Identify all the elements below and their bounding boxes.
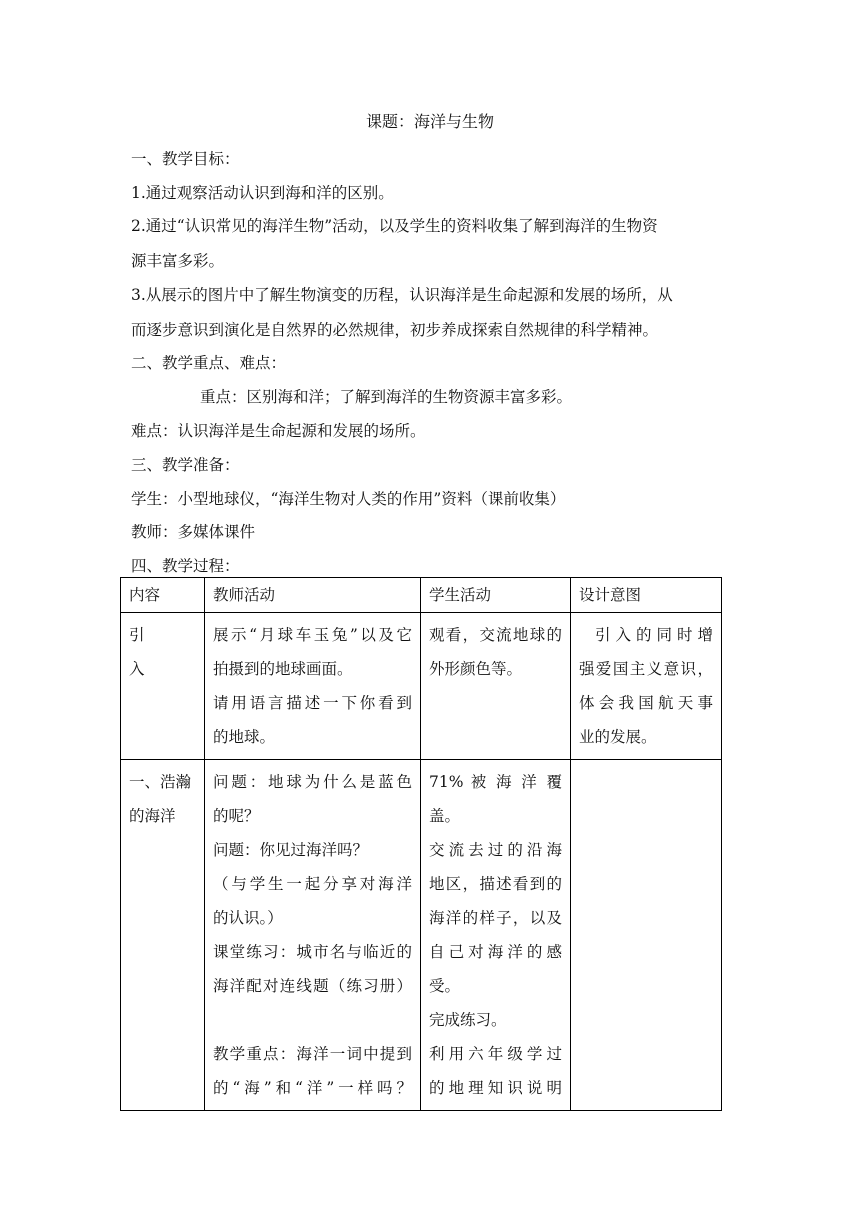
ocean-student-line: 利用六年级学过 [429,1045,562,1063]
ocean-student-line: 海洋的样子，以及 [429,909,562,927]
ocean-teacher-line: 的呢？ [213,807,260,825]
header-teacher-activity: 教师活动 [205,578,421,613]
intro-student-cell [421,613,571,760]
intro-teacher-line: 展示“月球车玉兔”以及它 [213,626,412,644]
ocean-teacher-line: 的“海”和“洋”一样吗？ [213,1079,412,1097]
intro-teacher-cell [205,613,421,760]
intro-student-line: 外形颜色等。 [429,660,523,678]
ocean-content-line: 的海洋 [129,807,176,825]
goal-1: 1.通过观察活动认识到海和洋的区别。 [131,184,394,202]
header-design-intent: 设计意图 [571,578,722,613]
ocean-student-line: 71% 被 海 洋 覆 [429,773,562,791]
intro-content-line: 引 [129,626,145,644]
ocean-student-line: 自己对海洋的感 [429,943,562,961]
intro-teacher-line: 请用语言描述一下你看到 [213,694,412,712]
ocean-student-line: 盖。 [429,807,461,825]
intro-intent-line: 业的发展。 [579,728,657,746]
goal-3-line-2: 而逐步意识到演化是自然界的必然规律，初步养成探索自然规律的科学精神。 [131,321,659,339]
goals-heading: 一、教学目标： [131,150,240,168]
ocean-teacher-line: 的认识。） [213,909,283,927]
table-row-ocean [121,760,722,1111]
ocean-teacher-line: 问题：你见过海洋吗？ [213,841,369,859]
intro-teacher-line: 拍摄到的地球画面。 [213,660,353,678]
prep-heading: 三、教学准备： [131,456,240,474]
goal-2-line-1: 2.通过“认识常见的海洋生物”活动，以及学生的资料收集了解到海洋的生物资 [131,217,658,235]
intro-intent-line: 引入的同时增 [595,626,713,644]
header-content: 内容 [121,578,205,613]
ocean-teacher-line: （与学生一起分享对海洋 [213,875,412,893]
intro-student-line: 观看，交流地球的 [429,626,562,644]
intro-content-line: 入 [129,660,145,678]
process-heading: 四、教学过程： [131,557,240,575]
ocean-student-line: 的地理知识说明 [429,1079,562,1097]
lesson-process-table [120,577,722,1111]
key-heading: 二、教学重点、难点： [131,354,287,372]
ocean-teacher-spacer [213,1003,412,1037]
ocean-intent-cell [571,760,722,1111]
goal-3-line-1: 3.从展示的图片中了解生物演变的历程，认识海洋是生命起源和发展的场所，从 [131,286,673,304]
lesson-title: 课题：海洋与生物 [365,112,494,131]
ocean-student-line: 受。 [429,977,461,995]
intro-intent-cell [571,613,722,760]
ocean-content-cell [121,760,205,1111]
ocean-student-line: 交流去过的沿海 [429,841,562,859]
intro-intent-line: 强爱国主义意识， [579,660,713,678]
ocean-teacher-line: 课堂练习：城市名与临近的 [213,943,412,961]
ocean-student-line: 完成练习。 [429,1011,507,1029]
intro-teacher-line: 的地球。 [213,728,276,746]
goal-2-line-2: 源丰富多彩。 [131,252,225,270]
intro-intent-line: 体会我国航天事 [579,694,713,712]
ocean-teacher-line: 问题：地球为什么是蓝色 [213,773,412,791]
prep-students: 学生：小型地球仪，“海洋生物对人类的作用”资料（课前收集） [131,490,566,508]
prep-teacher: 教师：多媒体课件 [131,523,256,541]
ocean-content-line: 一、浩瀚 [129,773,192,791]
difficulty: 难点：认识海洋是生命起源和发展的场所。 [131,422,426,440]
table-header-row [121,578,722,613]
table-row-intro [121,613,722,760]
ocean-teacher-line: 教学重点：海洋一词中提到 [213,1045,412,1063]
ocean-teacher-line: 海洋配对连线题（练习册） [213,977,412,995]
header-student-activity: 学生活动 [421,578,571,613]
key-point: 重点：区别海和洋；了解到海洋的生物资源丰富多彩。 [200,388,573,406]
ocean-student-cell [421,760,571,1111]
ocean-student-line: 地区，描述看到的 [429,875,562,893]
intro-content-cell [121,613,205,760]
ocean-teacher-cell [205,760,421,1111]
